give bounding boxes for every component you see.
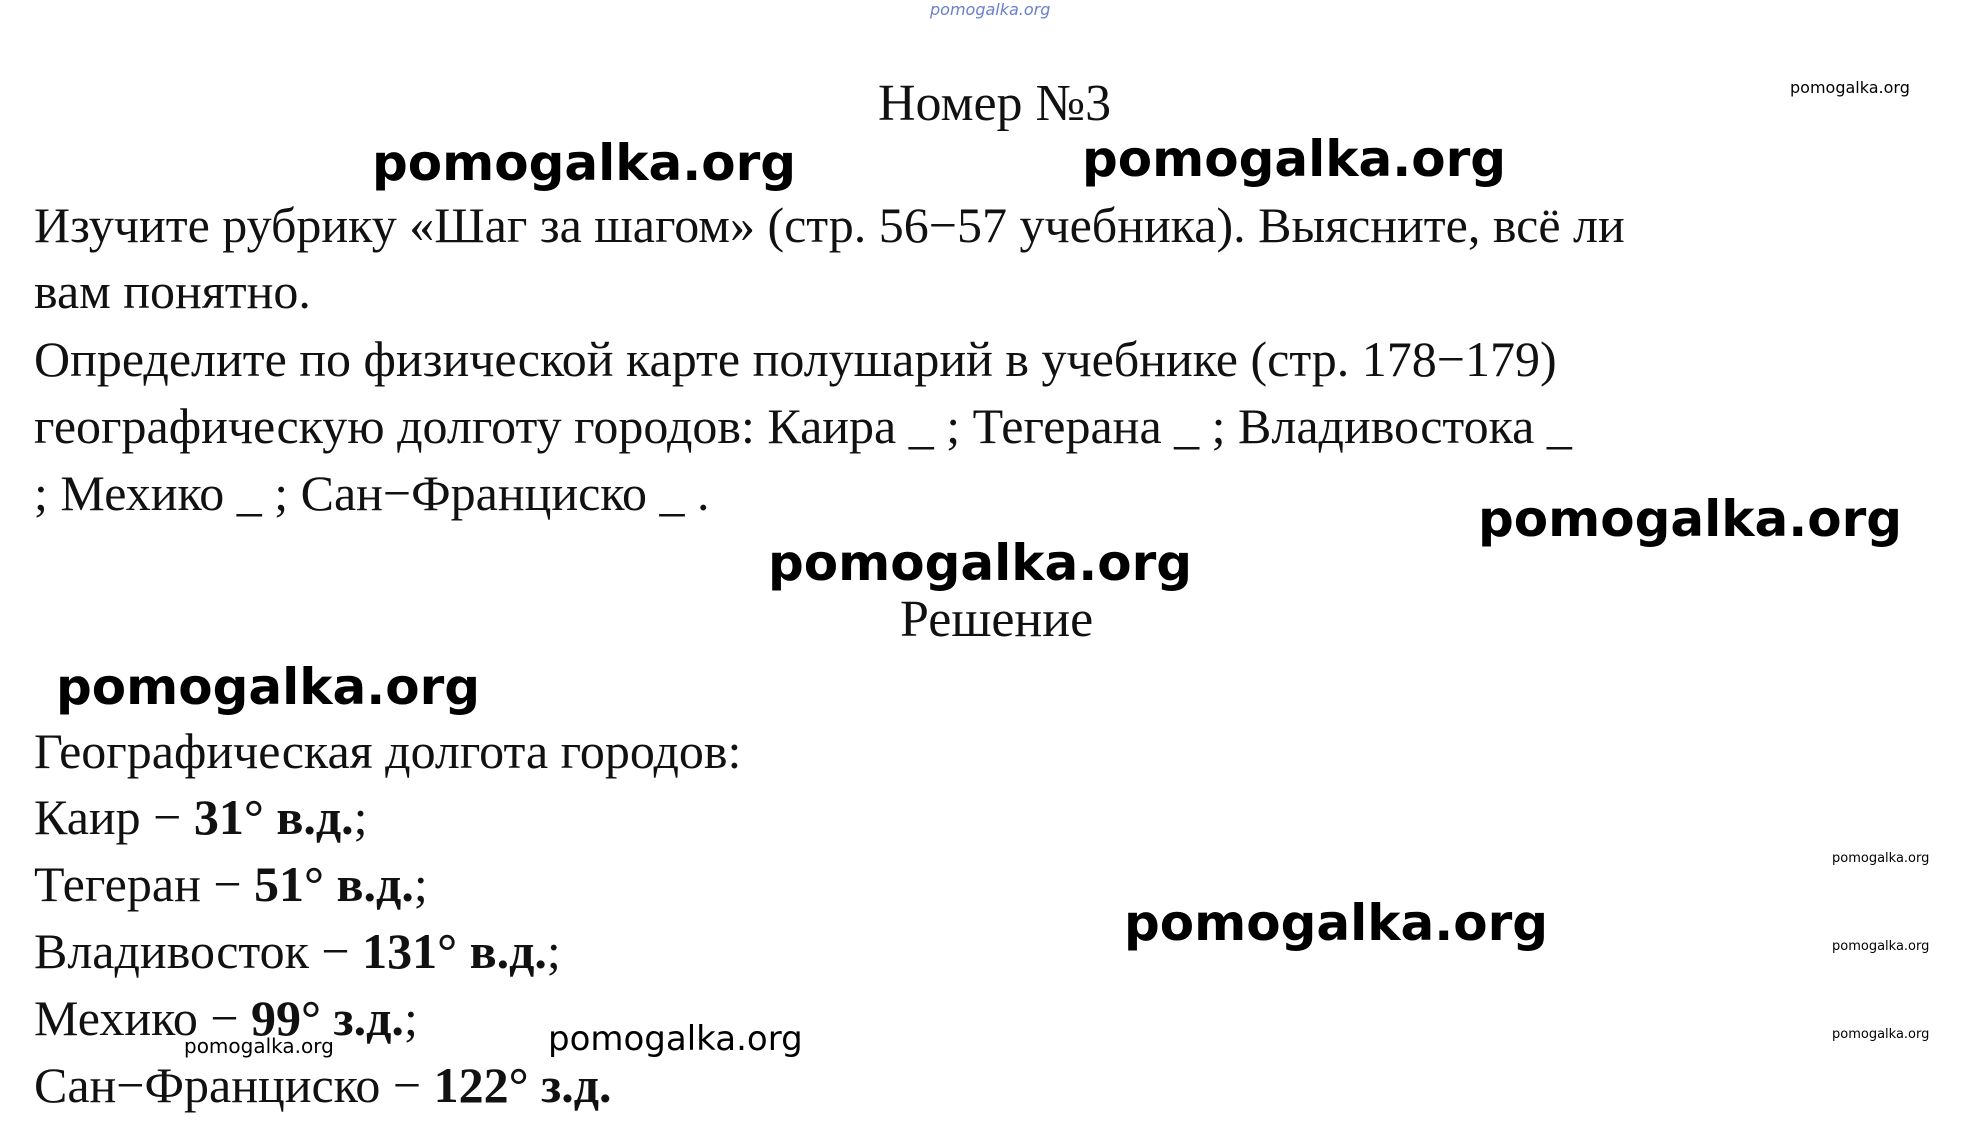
watermark-top-right: pomogalka.org xyxy=(1790,78,1910,97)
longitude-value: 99° з.д. xyxy=(251,990,404,1046)
watermark-top: pomogalka.org xyxy=(930,0,1051,19)
task-line-1: Изучите рубрику «Шаг за шагом» (стр. 56−57 учебника). Выясните, всё ли xyxy=(34,197,1625,253)
answer-row-tehran xyxy=(34,856,428,912)
solution-heading: Решение xyxy=(900,591,1094,648)
watermark-small-3: pomogalka.org xyxy=(1832,1027,1930,1042)
watermark-small-1: pomogalka.org xyxy=(1832,851,1930,866)
watermark-3: pomogalka.org xyxy=(1478,490,1903,548)
watermark-7: pomogalka.org xyxy=(548,1019,803,1059)
watermark-2: pomogalka.org xyxy=(1082,130,1507,188)
city-name: Владивосток − xyxy=(34,923,363,979)
task-line-3: Определите по физической карте полушарий в учебнике (стр. 178−179) xyxy=(34,331,1557,387)
terminator: ; xyxy=(403,990,418,1046)
answer-row-cairo xyxy=(34,789,368,845)
longitude-value: 31° в.д. xyxy=(193,789,354,845)
city-name: Мехико − xyxy=(34,990,252,1046)
longitude-value: 51° в.д. xyxy=(254,856,414,912)
terminator: ; xyxy=(546,923,561,979)
task-line-2: вам понятно. xyxy=(34,263,311,319)
city-name: Сан−Франциско − xyxy=(34,1057,434,1113)
watermark-6: pomogalka.org xyxy=(1124,894,1549,952)
city-name: Тегеран − xyxy=(34,856,255,912)
page-title: Номер №3 xyxy=(878,75,1112,132)
terminator: ; xyxy=(353,789,368,845)
longitude-value: 122° з.д. xyxy=(433,1057,612,1113)
watermark-1: pomogalka.org xyxy=(372,134,797,192)
city-name: Каир − xyxy=(34,789,194,845)
terminator: ; xyxy=(413,856,428,912)
task-line-4: географическую долготу городов: Каира _ ; Тегерана _ ; Владивостока _ xyxy=(34,398,1572,454)
watermark-4: pomogalka.org xyxy=(768,534,1193,592)
longitude-value: 131° в.д. xyxy=(362,923,547,979)
watermark-8: pomogalka.org xyxy=(184,1034,334,1058)
answer-intro: Географическая долгота городов: xyxy=(34,723,742,779)
watermark-small-2: pomogalka.org xyxy=(1832,939,1930,954)
answer-row-san-francisco xyxy=(34,1057,612,1113)
answer-row-vladivostok xyxy=(34,923,561,979)
task-line-5: ; Мехико _ ; Сан−Франциско _ . xyxy=(34,465,710,521)
watermark-5: pomogalka.org xyxy=(56,658,481,716)
